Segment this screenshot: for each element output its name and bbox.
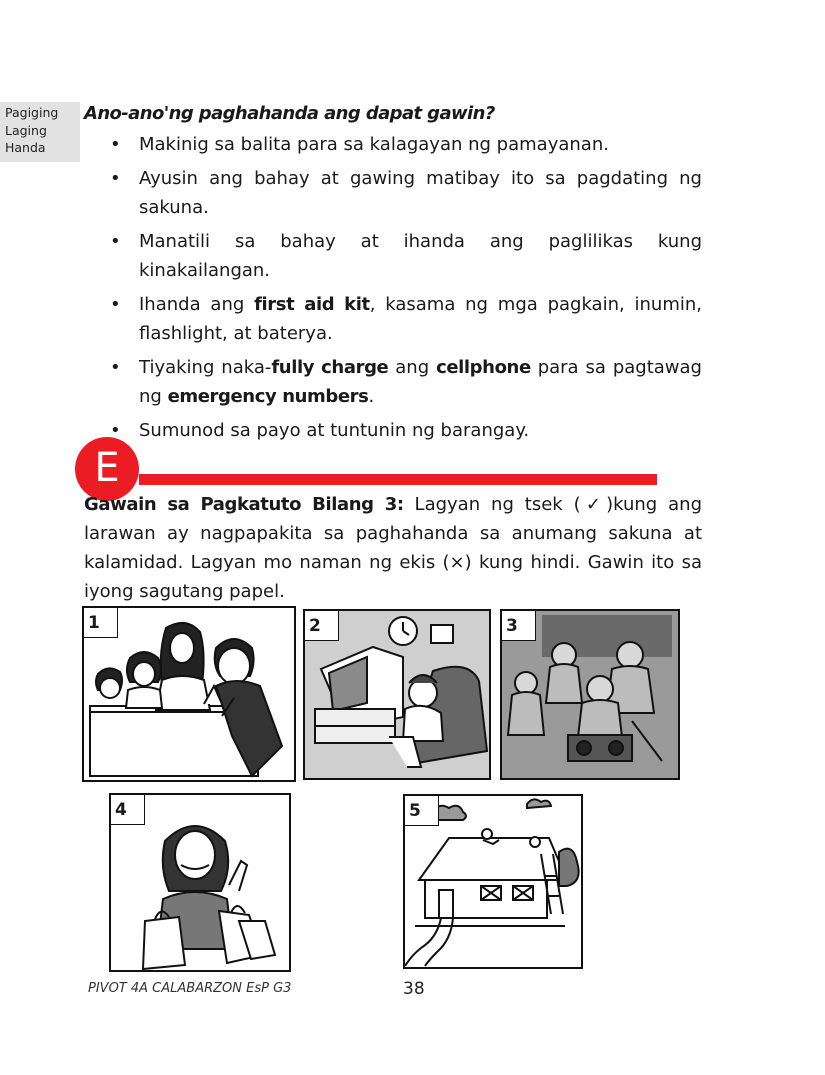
list-text: para sa pagtawag ng [139,356,702,407]
preparation-list [108,130,702,449]
panel-number: 2 [305,611,339,641]
list-bold-text: fully charge [271,356,389,378]
list-item [108,290,702,349]
side-tab [0,102,80,162]
activity-instructions [84,490,702,606]
list-item: • Sumunod sa payo at tuntunin ng barangay. [108,416,702,446]
list-bold-text: cellphone [436,356,531,378]
panel-number: 4 [111,795,145,825]
picture-panel-1 [82,606,296,782]
list-text: Tiyaking naka- [139,356,272,378]
list-text: ang [388,356,437,378]
list-text: . [368,386,375,407]
picture-panel-5 [403,794,583,969]
list-bold-text: first aid kit [254,293,370,315]
panel-number: 5 [405,796,439,826]
list-item: • Manatili sa bahay at ihanda ang paglilikas kung kinakailangan. [108,227,702,286]
section-heading: Ano-ano'ng paghahanda ang dapat gawin? [84,103,495,124]
section-divider-bar [139,474,657,485]
panel-number: 3 [502,611,536,641]
side-tab-line: Laging [5,122,47,138]
activity-body: Lagyan ng tsek (✓)kung ang larawan ay nagpapakita sa paghahanda sa anumang sakuna at kalamidad. Lagyan mo naman ng ekis (×) kung hindi. Gawin ito sa iyong sagutang papel. [84,494,702,602]
footer-course-code: PIVOT 4A CALABARZON EsP G3 [88,981,292,996]
list-text: , kasama ng mga pagkain, inumin, flashlight, at baterya. [139,293,702,344]
list-item: • Ayusin ang bahay at gawing matibay ito sa pagdating ng sakuna. [108,164,702,223]
side-tab-line: Pagiging [5,105,59,120]
picture-panel-4 [109,793,291,972]
activity-title: Gawain sa Pagkatuto Bilang 3: [84,494,404,515]
list-text: Ihanda ang [139,293,255,315]
picture-panel-2 [303,609,491,780]
picture-panel-3 [500,609,680,780]
list-bold-text: emergency numbers [167,386,369,407]
section-letter-badge: E [75,437,139,501]
page-number: 38 [403,979,425,999]
list-item: • Makinig sa balita para sa kalagayan ng pamayanan. [108,130,702,160]
list-item [108,353,702,412]
side-tab-line: Handa [5,140,46,155]
panel-number: 1 [84,608,118,638]
